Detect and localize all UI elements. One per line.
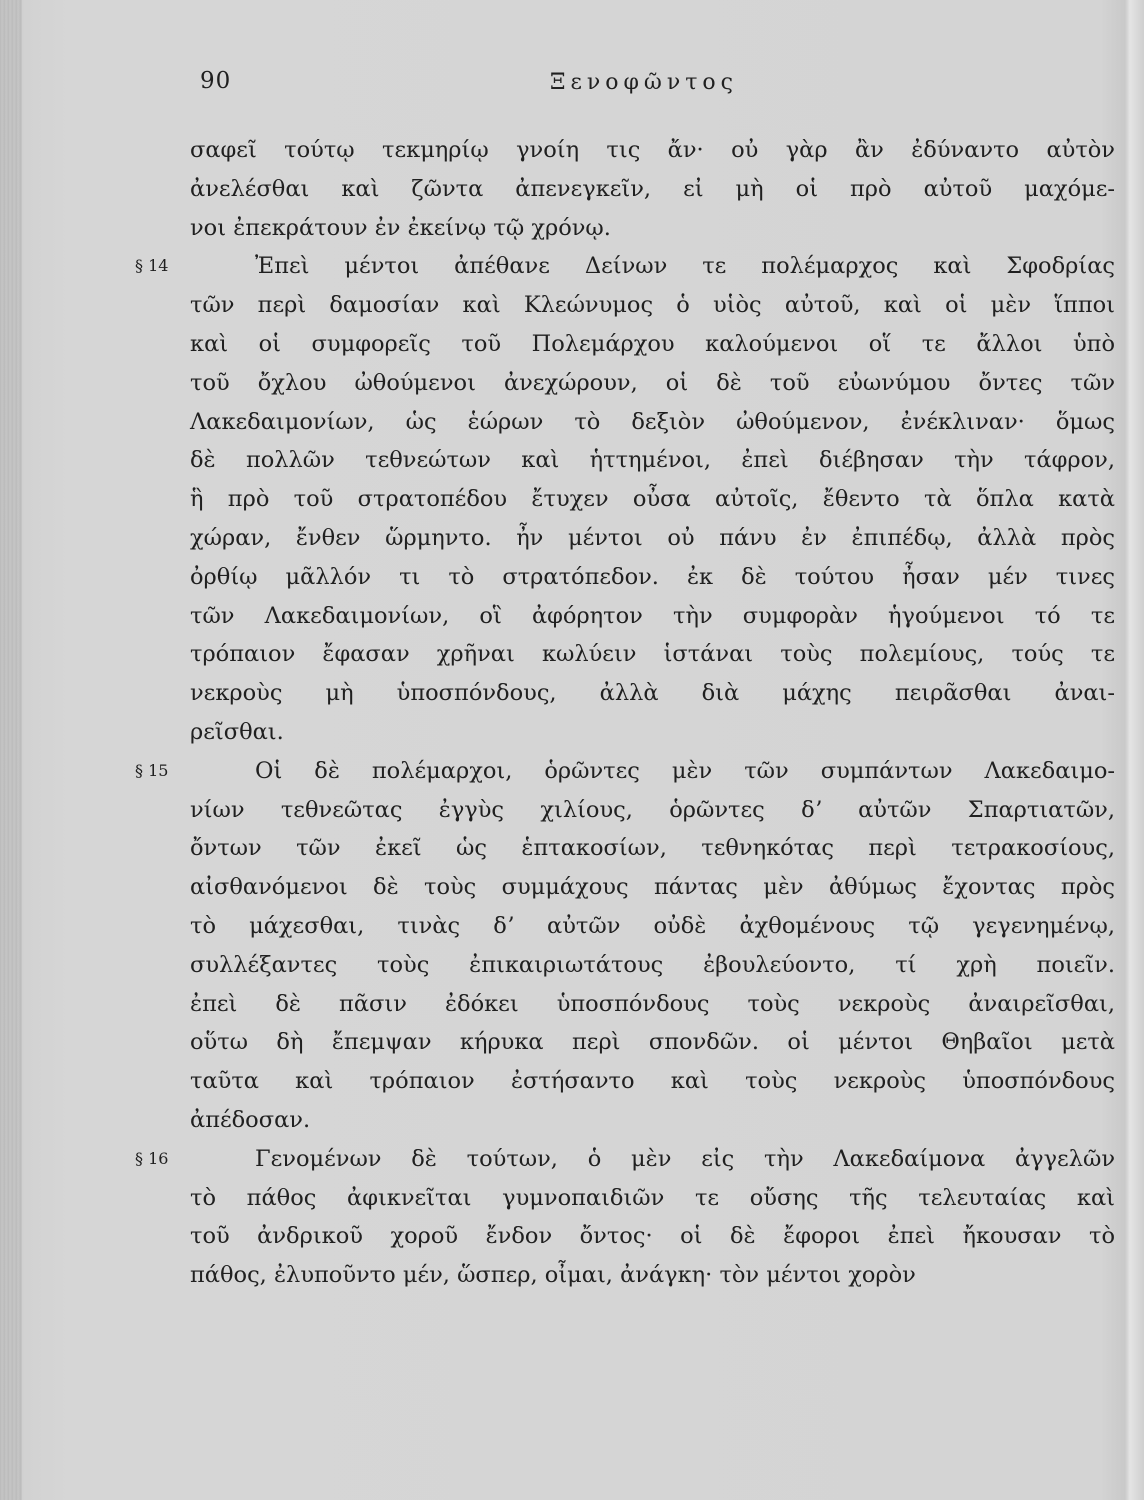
line-text: Ἐπεὶ μέντοι ἀπέθανε Δείνων τε πολέμαρχος καὶ Σφοδρίας (255, 253, 1115, 280)
text-line: νεκροὺς μὴ ὑποσπόνδους, ἀλλὰ διὰ μάχης πειρᾶσθαι ἀναι- (190, 680, 1115, 707)
text-line: ἀπέδοσαν. (190, 1106, 311, 1133)
text-line: τῶν Λακεδαιμονίων, οἳ ἀφόρητον τὴν συμφορὰν ἡγούμενοι τό τε (190, 602, 1115, 629)
line-text: Οἱ δὲ πολέμαρχοι, ὁρῶντες μὲν τῶν συμπάντων Λακεδαιμο- (255, 757, 1115, 784)
text-line (135, 1140, 1115, 1179)
paragraph (135, 752, 1115, 1140)
line-text: Γενομένων δὲ τούτων, ὁ μὲν εἰς τὴν Λακεδαίμονα ἀγγελῶν (255, 1145, 1115, 1172)
text-line: αἰσθανόμενοι δὲ τοὺς συμμάχους πάντας μὲν ἀθύμως ἔχοντας πρὸς (190, 874, 1115, 901)
text-line: νίων τεθνεῶτας ἐγγὺς χιλίους, ὁρῶντες δʼ αὐτῶν Σπαρτιατῶν, (190, 796, 1115, 823)
text-line: ὄντων τῶν ἐκεῖ ὡς ἑπτακοσίων, τεθνηκότας περὶ τετρακοσίους, (190, 835, 1115, 862)
paragraph (135, 247, 1115, 751)
text-line: ἀνελέσθαι καὶ ζῶντα ἀπενεγκεῖν, εἰ μὴ οἱ πρὸ αὐτοῦ μαχόμε- (190, 175, 1115, 202)
text-line: τοῦ ὄχλου ὠθούμενοι ἀνεχώρουν, οἱ δὲ τοῦ εὐωνύμου ὄντες τῶν (190, 369, 1115, 396)
text-line: συλλέξαντες τοὺς ἐπικαιριωτάτους ἐβουλεύοντο, τί χρὴ ποιεῖν. (190, 951, 1115, 978)
paragraph (190, 131, 1115, 247)
text-line: τῶν περὶ δαμοσίαν καὶ Κλεώνυμος ὁ υἱὸς αὐτοῦ, καὶ οἱ μὲν ἵπποι (190, 292, 1115, 319)
text-line: ρεῖσθαι. (190, 718, 284, 745)
running-title: Ξενοφῶντος (550, 70, 738, 95)
paragraph (135, 1140, 1115, 1295)
text-line (135, 247, 1115, 286)
text-line: καὶ οἱ συμφορεῖς τοῦ Πολεμάρχου καλούμενοι οἵ τε ἄλλοι ὑπὸ (190, 330, 1115, 357)
text-line: τρόπαιον ἔφασαν χρῆναι κωλύειν ἱστάναι τοὺς πολεμίους, τούς τε (190, 641, 1115, 668)
text-line: τοῦ ἀνδρικοῦ χοροῦ ἔνδον ὄντος· οἱ δὲ ἔφοροι ἐπεὶ ἤκουσαν τὸ (190, 1223, 1115, 1250)
text-line: ὀρθίῳ μᾶλλόν τι τὸ στρατόπεδον. ἐκ δὲ τούτου ἦσαν μέν τινες (190, 563, 1115, 590)
text-line: χώραν, ἔνθεν ὥρμηντο. ἦν μέντοι οὐ πάνυ ἐν ἐπιπέδῳ, ἀλλὰ πρὸς (190, 524, 1115, 551)
page-number: 90 (200, 68, 232, 94)
text-line: δὲ πολλῶν τεθνεώτων καὶ ἡττημένοι, ἐπεὶ διέβησαν τὴν τάφρον, (190, 447, 1115, 474)
text-line: ἣ πρὸ τοῦ στρατοπέδου ἔτυχεν οὖσα αὐτοῖς, ἔθεντο τὰ ὅπλα κατὰ (190, 486, 1115, 513)
text-line: πάθος, ἐλυποῦντο μέν, ὥσπερ, οἶμαι, ἀνάγκη· τὸν μέντοι χορὸν (190, 1262, 916, 1289)
text-line: τὸ πάθος ἀφικνεῖται γυμνοπαιδιῶν τε οὔσης τῆς τελευταίας καὶ (190, 1184, 1115, 1211)
text-line (135, 752, 1115, 791)
page-binding-edge (0, 0, 22, 1500)
text-line: ἐπεὶ δὲ πᾶσιν ἐδόκει ὑποσπόνδους τοὺς νεκροὺς ἀναιρεῖσθαι, (190, 990, 1115, 1017)
section-marker: § 15 (135, 760, 169, 780)
text-line: Λακεδαιμονίων, ὡς ἑώρων τὸ δεξιὸν ὠθούμενον, ἐνέκλιναν· ὅμως (190, 408, 1115, 435)
text-line: ταῦτα καὶ τρόπαιον ἐστήσαντο καὶ τοὺς νεκροὺς ὑποσπόνδους (190, 1068, 1115, 1095)
text-line: νοι ἐπεκράτουν ἐν ἐκείνῳ τῷ χρόνῳ. (190, 214, 611, 241)
text-line: τὸ μάχεσθαι, τινὰς δʼ αὐτῶν οὐδὲ ἀχθομένους τῷ γεγενημένῳ, (190, 912, 1115, 939)
section-marker: § 16 (135, 1148, 169, 1168)
section-marker: § 14 (135, 256, 169, 276)
text-line: οὕτω δὴ ἔπεμψαν κήρυκα περὶ σπονδῶν. οἱ μέντοι Θηβαῖοι μετὰ (190, 1029, 1115, 1056)
text-line: σαφεῖ τούτῳ τεκμηρίῳ γνοίη τις ἄν· οὐ γὰρ ἂν ἐδύναντο αὐτὸν (190, 137, 1115, 163)
main-text (135, 131, 1115, 1295)
page-header (200, 68, 1125, 108)
